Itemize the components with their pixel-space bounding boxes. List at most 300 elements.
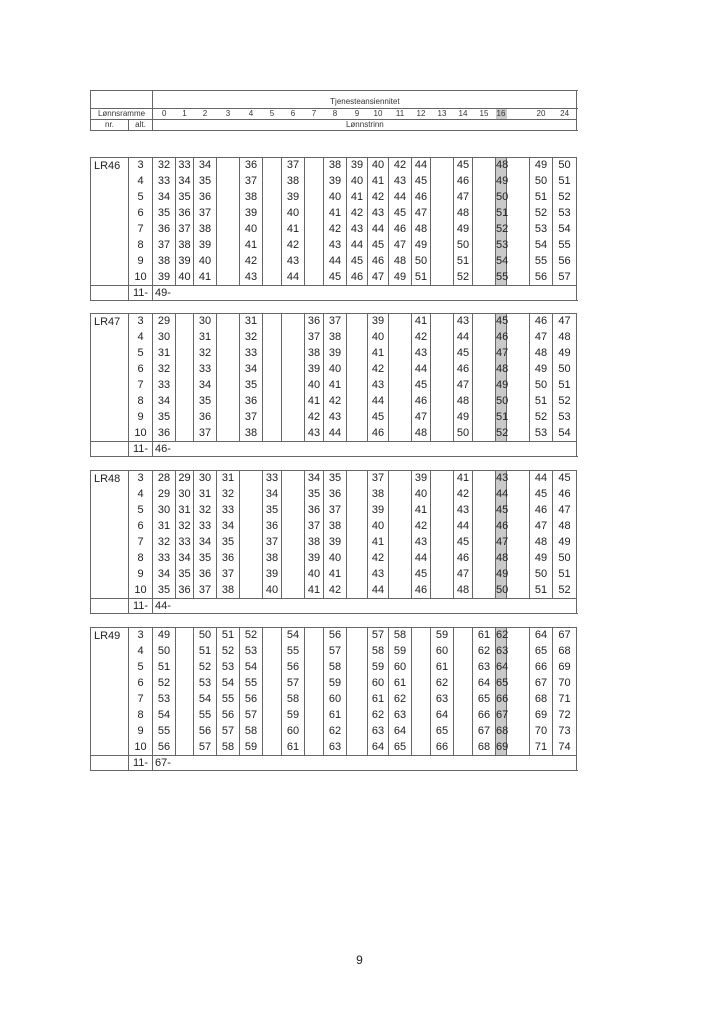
salary-block-lr46 (90, 157, 577, 301)
step-value (473, 254, 496, 270)
header-year: 3 (217, 109, 240, 120)
step-value: 58 (368, 644, 389, 660)
step-value: 59 (389, 644, 412, 660)
step-value: 63 (496, 644, 507, 660)
step-value: 49 (553, 346, 577, 362)
step-value: 41 (282, 222, 305, 238)
header-alt-label: alt. (129, 120, 153, 131)
header-year: 1 (176, 109, 194, 120)
step-value: 68 (530, 692, 553, 708)
step-value: 42 (389, 158, 412, 174)
step-value: 42 (305, 410, 324, 426)
step-value: 59 (240, 740, 263, 756)
step-value (431, 330, 454, 346)
header-year (507, 109, 530, 120)
step-value: 44 (347, 238, 368, 254)
step-value: 70 (530, 724, 553, 740)
step-value: 62 (324, 724, 347, 740)
step-value (473, 567, 496, 583)
step-value: 49 (496, 174, 507, 190)
step-value: 47 (454, 378, 473, 394)
step-value (263, 346, 282, 362)
header-year: 20 (530, 109, 553, 120)
table-row (91, 487, 577, 503)
step-value: 56 (553, 254, 577, 270)
header-year: 9 (347, 109, 368, 120)
step-value (176, 740, 194, 756)
step-value: 44 (412, 362, 431, 378)
step-value: 46 (530, 503, 553, 519)
step-value (176, 692, 194, 708)
alt-value: 6 (129, 206, 153, 222)
step-value (282, 362, 305, 378)
step-value: 64 (530, 628, 553, 644)
step-value: 28 (153, 471, 176, 487)
step-value: 41 (368, 174, 389, 190)
step-value: 68 (473, 740, 496, 756)
step-value (412, 628, 431, 644)
step-value: 50 (412, 254, 431, 270)
step-value (240, 567, 263, 583)
step-value (217, 314, 240, 330)
header-year: 11 (389, 109, 412, 120)
step-value: 33 (176, 158, 194, 174)
step-value (389, 410, 412, 426)
step-value: 57 (240, 708, 263, 724)
step-value (176, 708, 194, 724)
step-value: 35 (153, 410, 176, 426)
step-value: 44 (282, 270, 305, 286)
step-value (473, 583, 496, 599)
step-value (507, 535, 530, 551)
table-row (91, 471, 577, 487)
table-row (91, 692, 577, 708)
step-value (263, 270, 282, 286)
step-value (507, 551, 530, 567)
step-value (263, 740, 282, 756)
alt-value: 10 (129, 740, 153, 756)
step-value (473, 206, 496, 222)
step-value: 46 (368, 254, 389, 270)
step-value: 50 (530, 174, 553, 190)
step-value (507, 708, 530, 724)
step-value: 47 (496, 346, 507, 362)
step-value: 56 (217, 708, 240, 724)
step-value (217, 394, 240, 410)
step-value (347, 708, 368, 724)
step-value: 47 (530, 330, 553, 346)
step-value: 67 (496, 708, 507, 724)
step-value: 48 (412, 426, 431, 442)
page-number: 9 (356, 953, 363, 967)
step-value: 30 (153, 503, 176, 519)
step-value (263, 158, 282, 174)
table-row (91, 378, 577, 394)
step-value: 71 (530, 740, 553, 756)
alt-value: 6 (129, 519, 153, 535)
step-value (217, 330, 240, 346)
step-value: 40 (324, 362, 347, 378)
step-value: 48 (454, 394, 473, 410)
step-value: 40 (176, 270, 194, 286)
step-value: 39 (305, 362, 324, 378)
step-value (431, 487, 454, 503)
step-value (431, 378, 454, 394)
step-value (507, 676, 530, 692)
step-value: 42 (368, 551, 389, 567)
step-value (347, 394, 368, 410)
step-value: 44 (368, 583, 389, 599)
step-value: 51 (153, 660, 176, 676)
step-value (176, 426, 194, 442)
step-value: 43 (305, 426, 324, 442)
step-value (431, 238, 454, 254)
table-row (91, 628, 577, 644)
step-value: 35 (194, 551, 217, 567)
step-value: 49 (454, 222, 473, 238)
step-value (473, 330, 496, 346)
step-value: 67 (473, 724, 496, 740)
step-value (282, 551, 305, 567)
step-value (389, 362, 412, 378)
step-value: 49 (530, 158, 553, 174)
step-value: 34 (153, 394, 176, 410)
step-value (507, 628, 530, 644)
step-value (389, 535, 412, 551)
step-value: 59 (324, 676, 347, 692)
step-value: 40 (305, 378, 324, 394)
step-value: 51 (530, 190, 553, 206)
step-value: 59 (282, 708, 305, 724)
step-value: 38 (282, 174, 305, 190)
step-value: 41 (324, 206, 347, 222)
footer-row (91, 286, 577, 301)
step-value: 34 (263, 487, 282, 503)
step-value (389, 487, 412, 503)
table-row (91, 174, 577, 190)
step-value: 45 (324, 270, 347, 286)
footer-value: 49- (153, 286, 577, 301)
step-value (507, 503, 530, 519)
step-value: 38 (324, 519, 347, 535)
step-value: 31 (194, 330, 217, 346)
step-value (347, 487, 368, 503)
step-value (305, 190, 324, 206)
alt-value: 3 (129, 158, 153, 174)
step-value (454, 740, 473, 756)
step-value: 61 (431, 660, 454, 676)
step-value: 54 (530, 238, 553, 254)
step-value (431, 254, 454, 270)
step-value (431, 190, 454, 206)
step-value: 65 (496, 676, 507, 692)
step-value: 40 (368, 158, 389, 174)
step-value (431, 270, 454, 286)
step-value (263, 378, 282, 394)
step-value (217, 346, 240, 362)
step-value: 41 (305, 583, 324, 599)
step-value (217, 270, 240, 286)
step-value: 41 (412, 503, 431, 519)
footer-blank (91, 756, 129, 771)
table-row (91, 567, 577, 583)
step-value: 42 (368, 190, 389, 206)
step-value: 51 (496, 410, 507, 426)
step-value: 51 (194, 644, 217, 660)
step-value: 51 (412, 270, 431, 286)
step-value (412, 708, 431, 724)
step-value (282, 394, 305, 410)
step-value: 51 (496, 206, 507, 222)
step-value: 53 (553, 206, 577, 222)
step-value: 31 (194, 487, 217, 503)
step-value (431, 158, 454, 174)
step-value (217, 254, 240, 270)
header-year: 16 (496, 109, 506, 118)
header-year: 12 (412, 109, 431, 120)
step-value (431, 314, 454, 330)
step-value: 34 (194, 158, 217, 174)
step-value (347, 535, 368, 551)
step-value (263, 254, 282, 270)
step-value (217, 222, 240, 238)
step-value (305, 158, 324, 174)
step-value (217, 238, 240, 254)
alt-value: 4 (129, 330, 153, 346)
header-year: 0 (153, 109, 176, 120)
step-value (176, 314, 194, 330)
header-year: 4 (240, 109, 263, 120)
alt-value: 6 (129, 676, 153, 692)
step-value: 61 (324, 708, 347, 724)
step-value: 46 (553, 487, 577, 503)
table-row (91, 270, 577, 286)
step-value: 36 (176, 583, 194, 599)
step-value (282, 583, 305, 599)
step-value (217, 174, 240, 190)
step-value: 37 (176, 222, 194, 238)
step-value: 54 (240, 660, 263, 676)
step-value: 62 (431, 676, 454, 692)
table-row (91, 551, 577, 567)
step-value: 43 (282, 254, 305, 270)
step-value: 57 (324, 644, 347, 660)
step-value: 69 (496, 740, 507, 756)
step-value: 54 (153, 708, 176, 724)
step-value (507, 644, 530, 660)
step-value (507, 206, 530, 222)
table-row (91, 426, 577, 442)
step-value: 74 (553, 740, 577, 756)
step-value: 53 (194, 676, 217, 692)
table-row (91, 190, 577, 206)
step-value: 30 (176, 487, 194, 503)
step-value: 35 (194, 174, 217, 190)
step-value: 41 (240, 238, 263, 254)
step-value: 41 (368, 346, 389, 362)
step-value (431, 567, 454, 583)
step-value (282, 503, 305, 519)
step-value (282, 535, 305, 551)
step-value (507, 222, 530, 238)
step-value: 45 (496, 314, 507, 330)
step-value: 50 (496, 394, 507, 410)
step-value (507, 314, 530, 330)
alt-value: 3 (129, 471, 153, 487)
step-value: 36 (194, 410, 217, 426)
step-value (347, 676, 368, 692)
step-value (347, 692, 368, 708)
step-value (507, 471, 530, 487)
step-value: 36 (240, 394, 263, 410)
step-value: 33 (217, 503, 240, 519)
step-value: 50 (530, 378, 553, 394)
step-value: 37 (217, 567, 240, 583)
step-value (389, 503, 412, 519)
step-value: 47 (496, 535, 507, 551)
table-row (91, 724, 577, 740)
step-value (263, 314, 282, 330)
step-value (347, 567, 368, 583)
step-value (389, 314, 412, 330)
step-value: 43 (324, 410, 347, 426)
step-value: 39 (282, 190, 305, 206)
step-value: 48 (496, 158, 507, 174)
step-value: 48 (553, 519, 577, 535)
footer-value: 67- (153, 756, 577, 771)
step-value (431, 410, 454, 426)
alt-value: 4 (129, 174, 153, 190)
step-value (305, 724, 324, 740)
header-year: 7 (305, 109, 324, 120)
step-value: 45 (347, 254, 368, 270)
step-value: 58 (324, 660, 347, 676)
step-value (431, 471, 454, 487)
step-value (282, 410, 305, 426)
alt-value: 7 (129, 378, 153, 394)
step-value: 38 (194, 222, 217, 238)
step-value: 36 (305, 503, 324, 519)
step-value: 53 (530, 426, 553, 442)
table-row (91, 394, 577, 410)
step-value: 32 (194, 346, 217, 362)
step-value: 34 (176, 551, 194, 567)
step-value (263, 190, 282, 206)
step-value (389, 394, 412, 410)
step-value: 42 (368, 362, 389, 378)
step-value: 61 (389, 676, 412, 692)
step-value: 34 (194, 378, 217, 394)
step-value: 37 (282, 158, 305, 174)
step-value: 32 (217, 487, 240, 503)
step-value (389, 426, 412, 442)
step-value: 52 (530, 410, 553, 426)
step-value (473, 174, 496, 190)
step-value: 31 (176, 503, 194, 519)
step-value: 56 (153, 740, 176, 756)
step-value (389, 378, 412, 394)
step-value: 43 (368, 378, 389, 394)
step-value (347, 740, 368, 756)
step-value (454, 724, 473, 740)
step-value: 61 (282, 740, 305, 756)
step-value: 66 (496, 692, 507, 708)
salary-range-name: LR48 (91, 471, 129, 599)
step-value: 55 (282, 644, 305, 660)
step-value: 44 (412, 551, 431, 567)
step-value (473, 410, 496, 426)
footer-value: 46- (153, 442, 577, 457)
step-value: 33 (240, 346, 263, 362)
step-value: 34 (176, 174, 194, 190)
table-row (91, 158, 577, 174)
step-value: 33 (194, 519, 217, 535)
step-value: 41 (305, 394, 324, 410)
step-value: 39 (305, 551, 324, 567)
step-value: 44 (324, 426, 347, 442)
step-value: 73 (553, 724, 577, 740)
step-value: 37 (240, 174, 263, 190)
step-value: 52 (240, 628, 263, 644)
step-value: 55 (217, 692, 240, 708)
table-row (91, 314, 577, 330)
step-value: 33 (194, 362, 217, 378)
step-value: 52 (454, 270, 473, 286)
step-value: 45 (530, 487, 553, 503)
step-value: 38 (305, 346, 324, 362)
step-value (473, 426, 496, 442)
step-value (507, 567, 530, 583)
step-value (176, 644, 194, 660)
step-value (263, 238, 282, 254)
step-value: 57 (282, 676, 305, 692)
step-value (263, 692, 282, 708)
step-value: 38 (153, 254, 176, 270)
step-value (305, 628, 324, 644)
step-value: 45 (412, 174, 431, 190)
step-value (263, 724, 282, 740)
alt-value: 10 (129, 583, 153, 599)
step-value: 70 (553, 676, 577, 692)
step-value (305, 238, 324, 254)
step-value: 54 (553, 222, 577, 238)
step-value: 44 (530, 471, 553, 487)
table-row (91, 238, 577, 254)
step-value: 53 (496, 238, 507, 254)
step-value: 39 (240, 206, 263, 222)
step-value: 53 (240, 644, 263, 660)
alt-value: 8 (129, 394, 153, 410)
step-value (454, 644, 473, 660)
header-year: 14 (454, 109, 473, 120)
step-value: 56 (530, 270, 553, 286)
step-value (176, 410, 194, 426)
step-value: 46 (389, 222, 412, 238)
step-value: 54 (194, 692, 217, 708)
step-value: 34 (305, 471, 324, 487)
step-value: 47 (530, 519, 553, 535)
step-value: 45 (368, 410, 389, 426)
step-value: 52 (217, 644, 240, 660)
step-value: 43 (324, 238, 347, 254)
step-value: 43 (347, 222, 368, 238)
step-value: 48 (553, 330, 577, 346)
alt-value: 8 (129, 551, 153, 567)
step-value (240, 583, 263, 599)
step-value: 43 (454, 503, 473, 519)
step-value (473, 158, 496, 174)
header-year: 5 (263, 109, 282, 120)
